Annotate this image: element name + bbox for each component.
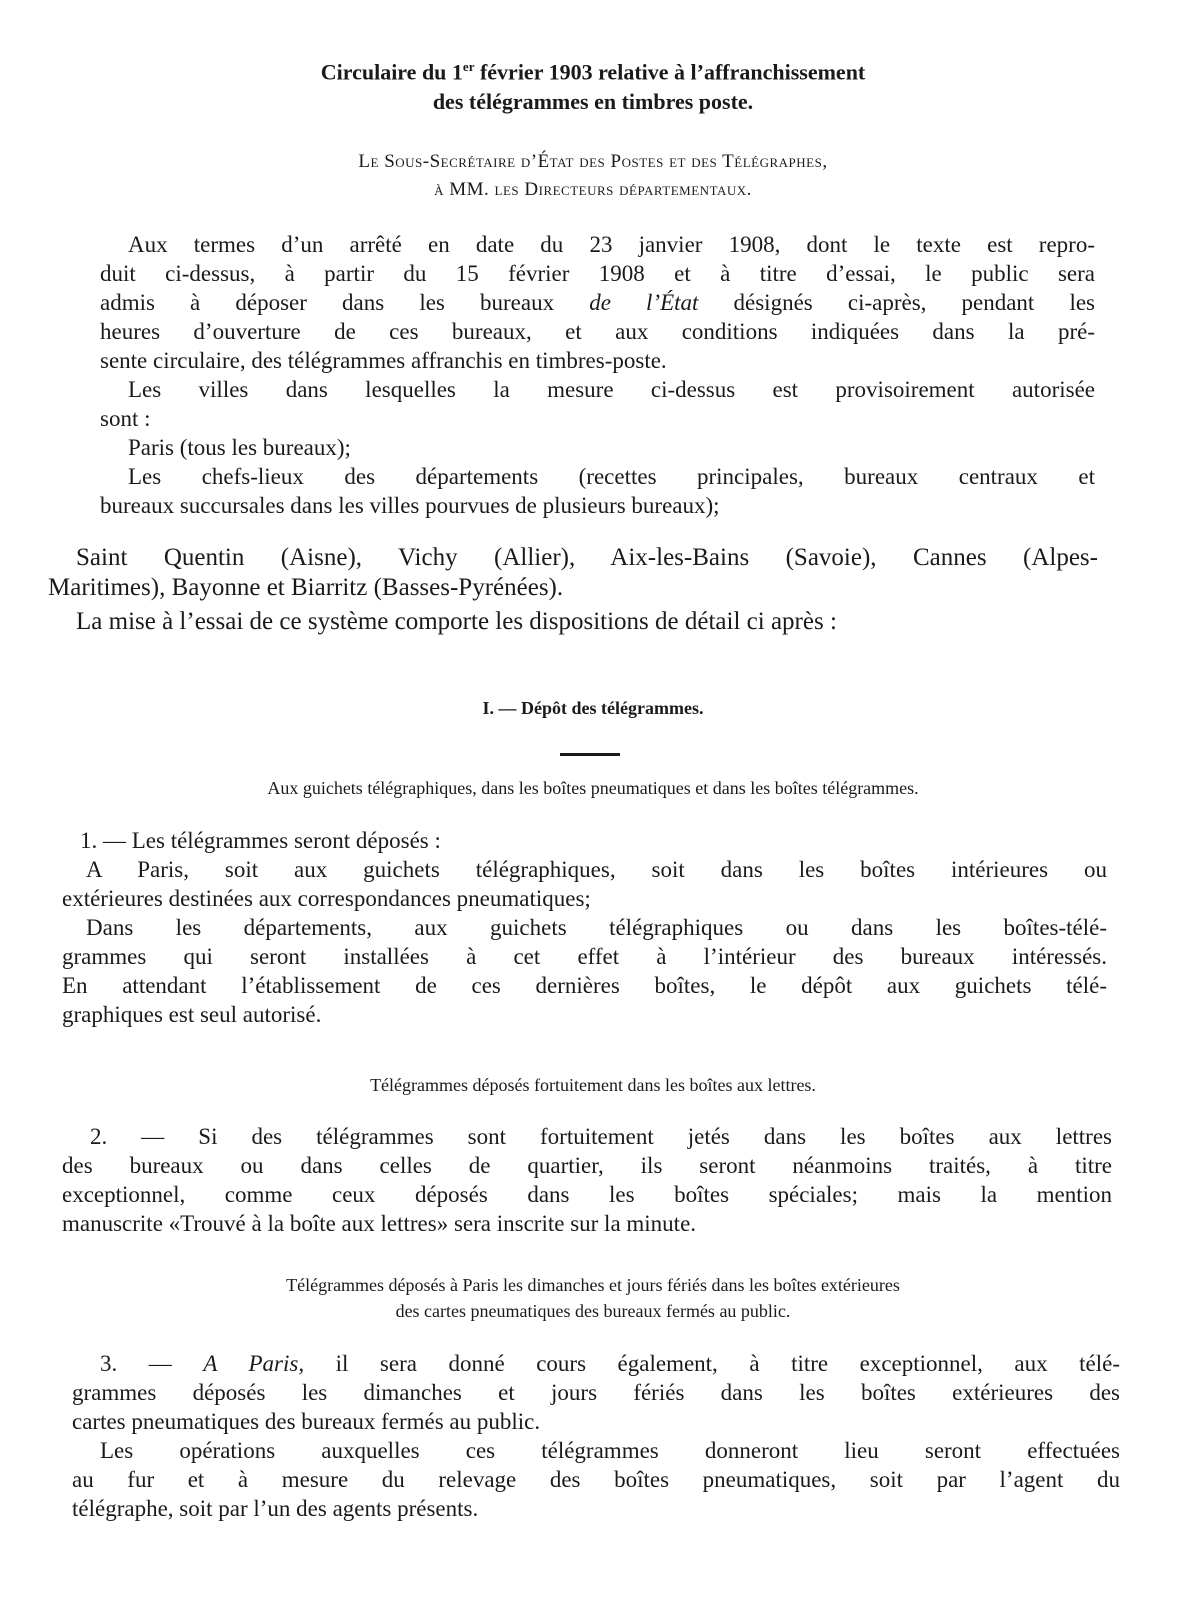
section-heading: I. — Dépôt des télégrammes. [482,698,704,718]
text-line: sont : [100,406,151,431]
text-line: cartes pneumatiques des bureaux fermés au public. [72,1409,541,1434]
text-line: sente circulaire, des télégrammes affranchis en timbres-poste. [100,348,667,373]
text-line: 1. — Les télégrammes seront déposés : [80,828,441,853]
text-line: au fur et à mesure du relevage des boîtes pneumatiques, soit par l’agent du [72,1467,1120,1492]
text-line: Saint Quentin (Aisne), Vichy (Allier), Aix-les-Bains (Savoie), Cannes (Alpes- [76,544,1098,571]
text-line: En attendant l’établissement de ces dernières boîtes, le dépôt aux guichets télé- [62,973,1107,998]
italic-text: A Paris, [203,1351,305,1376]
text-line: 3. — A Paris, il sera donné cours également, à titre exceptionnel, aux télé- [100,1351,1121,1376]
paragraph-2 [62,1122,1112,1238]
text-line: La mise à l’essai de ce système comporte les dispositions de détail ci après : [76,608,837,635]
title-line-2: des télégrammes en timbres poste. [432,89,754,115]
text-line: duit ci-dessus, à partir du 15 février 1908 et à titre d’essai, le public sera [100,261,1095,286]
text-line: A Paris, soit aux guichets télégraphiques, soit dans les boîtes intérieures ou [86,857,1107,882]
text-line: manuscrite «Trouvé à la boîte aux lettres» sera inscrite sur la minute. [62,1211,697,1236]
text-line: télégraphe, soit par l’un des agents présents. [72,1496,479,1521]
text-line: extérieures destinées aux correspondances pneumatiques; [62,886,591,911]
subtitle-line-1: Télégrammes déposés à Paris les dimanches et jours fériés dans les boîtes extérieures [286,1275,900,1295]
text-line: Les opérations auxquelles ces télégrammes donneront lieu seront effectuées [100,1438,1120,1463]
text-line: Aux termes d’un arrêté en date du 23 janvier 1908, dont le texte est repro- [128,232,1095,257]
text-line: bureaux succursales dans les villes pourvues de plusieurs bureaux); [100,493,720,518]
title-superscript: er [462,59,475,74]
subtitle-line-2: des cartes pneumatiques des bureaux fermés au public. [395,1301,791,1321]
text-line: graphiques est seul autorisé. [62,1002,322,1027]
text-line: Dans les départements, aux guichets télégraphiques ou dans les boîtes-télé- [86,915,1107,940]
document-title [0,52,1186,117]
text-line: heures d’ouverture de ces bureaux, et aux conditions indiquées dans la pré- [100,319,1095,344]
text-line: des bureaux ou dans celles de quartier, ils seront néanmoins traités, à titre [62,1153,1112,1178]
text-line: grammes qui seront installées à cet effet à l’intérieur des bureaux intéressés. [62,944,1107,969]
address-block [0,148,1186,204]
text-line: Maritimes), Bayonne et Biarritz (Basses-Pyrénées). [48,574,564,601]
text-line: 2. — Si des télégrammes sont fortuitement jetés dans les boîtes aux lettres [90,1124,1112,1149]
section-subtitle: Aux guichets télégraphiques, dans les boîtes pneumatiques et dans les boîtes télégrammes. [267,778,919,798]
text-line: grammes déposés les dimanches et jours fériés dans les boîtes extérieures des [72,1380,1120,1405]
text-line: exceptionnel, comme ceux déposés dans les boîtes spéciales; mais la mention [62,1182,1112,1207]
text-line: Les villes dans lesquelles la mesure ci-dessus est provisoirement autorisée [128,377,1095,402]
address-line-1: Le Sous-Secrétaire d’État des Postes et des Télégraphes, [358,151,828,172]
cities-paragraph [48,543,1098,637]
text-line: Paris (tous les bureaux); [128,435,351,460]
text-line: Les chefs-lieux des départements (recettes principales, bureaux centraux et [128,464,1095,489]
text-line: admis à déposer dans les bureaux de l’État désignés ci-après, pendant les [100,290,1095,315]
section-subtitle-3 [0,1272,1186,1324]
section-subtitle-2: Télégrammes déposés fortuitement dans les boîtes aux lettres. [370,1075,816,1095]
paragraph-3 [72,1349,1120,1523]
paragraph-1 [62,826,1107,1029]
section-rule [560,753,620,756]
italic-text: de l’État [589,290,699,315]
intro-paragraph [100,230,1095,520]
address-line-2: à MM. les Directeurs départementaux. [434,179,752,200]
title-line-1: Circulaire du 1er février 1903 relative à l’affranchissement [320,59,866,85]
